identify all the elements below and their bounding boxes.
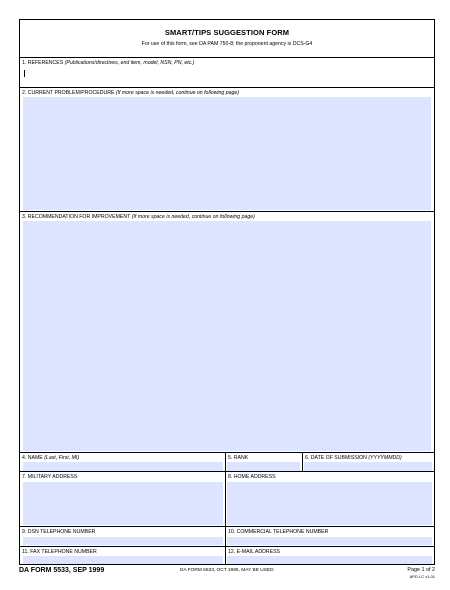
phone-row [20, 527, 434, 547]
rank-field[interactable] [227, 462, 300, 471]
home-address-field[interactable] [227, 482, 432, 525]
recommendation-section [20, 212, 434, 453]
fax-phone-field[interactable] [23, 556, 223, 564]
identity-row [20, 453, 434, 472]
recommendation-label: 3. RECOMMENDATION FOR IMPROVEMENT (If more space is needed, continue on following page) [22, 214, 255, 220]
home-address-label: 8. HOME ADDRESS [228, 474, 276, 480]
dsn-phone-label: 9. DSN TELEPHONE NUMBER [22, 529, 96, 535]
text-cursor [24, 70, 25, 77]
form-title: SMART/TIPS SUGGESTION FORM [164, 28, 290, 37]
email-label: 12. E-MAIL ADDRESS [228, 549, 280, 555]
commercial-phone-label: 10. COMMERCIAL TELEPHONE NUMBER [228, 529, 329, 535]
military-address-field[interactable] [23, 482, 223, 525]
date-label: 6. DATE OF SUBMISSION (YYYYMMDD) [305, 455, 402, 461]
email-field[interactable] [227, 556, 432, 564]
problem-label: 2. CURRENT PROBLEM/PROCEDURE (If more space is needed, continue on following page) [22, 90, 240, 96]
version-label: APD LC v1.01 [409, 574, 435, 579]
contact-row [20, 547, 434, 565]
references-section [20, 58, 434, 88]
divider [225, 472, 226, 527]
rank-label: 5. RANK [228, 455, 249, 461]
form-subtitle: For use of this form, see DA PAM 750-8; the proponent agency is DCS-G4 [141, 41, 313, 47]
form-header [20, 20, 434, 58]
military-address-label: 7. MILITARY ADDRESS [22, 474, 78, 480]
commercial-phone-field[interactable] [227, 537, 432, 545]
page-info [407, 567, 435, 579]
dsn-phone-field[interactable] [23, 537, 223, 545]
divider [225, 453, 226, 472]
name-label: 4. NAME (Last, First, MI) [22, 455, 80, 461]
page-number: Page 1 of 2 [407, 567, 435, 573]
edition-note: DA FORM 5533, OCT 1986, MAY BE USED [180, 568, 274, 573]
references-label: 1. REFERENCES (Publications/directives, end item, model, NSN, PN, etc.) [22, 60, 195, 66]
references-field[interactable] [21, 68, 433, 86]
divider [225, 527, 226, 547]
date-field[interactable] [304, 462, 432, 471]
name-field[interactable] [23, 462, 223, 471]
form-id: DA FORM 5533, SEP 1999 [19, 567, 105, 574]
divider [225, 547, 226, 565]
problem-section [20, 88, 434, 212]
recommendation-field[interactable] [23, 221, 431, 451]
suggestion-form [19, 19, 435, 565]
problem-field[interactable] [23, 97, 431, 210]
fax-phone-label: 11. FAX TELEPHONE NUMBER [22, 549, 97, 555]
address-row [20, 472, 434, 527]
divider [302, 453, 303, 472]
